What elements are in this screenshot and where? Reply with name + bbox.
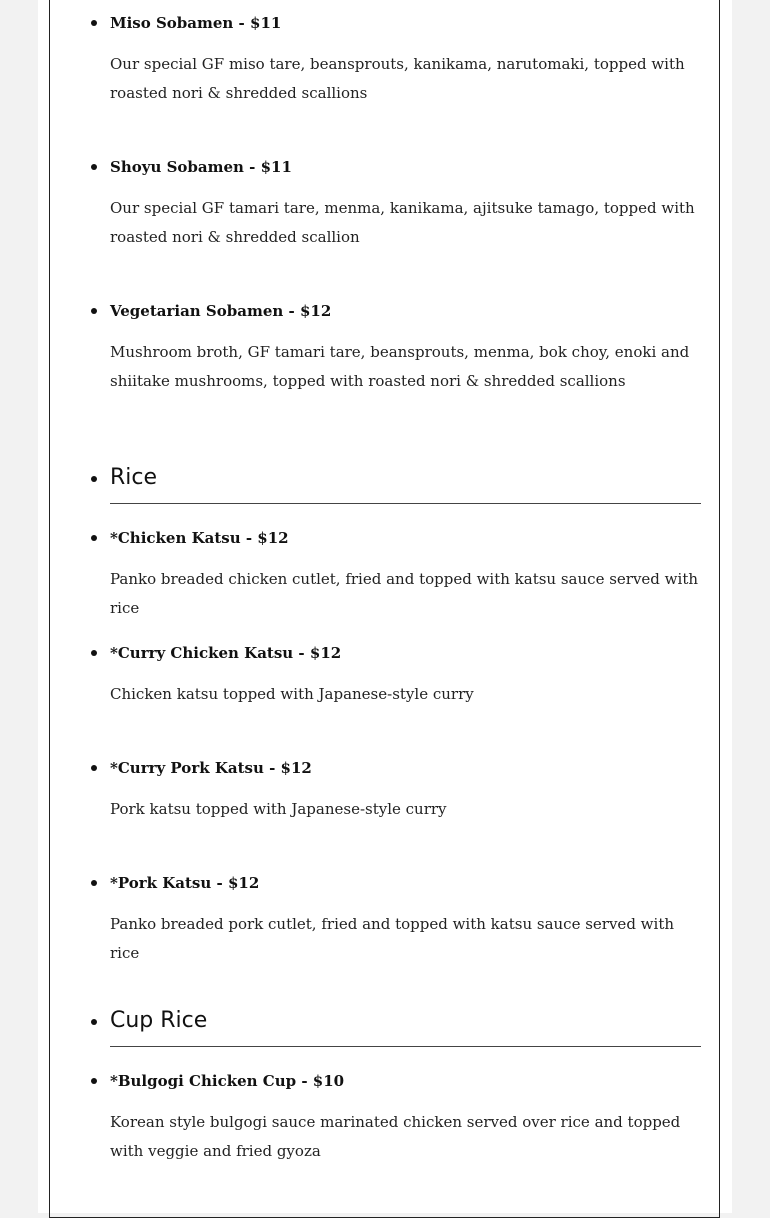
menu-item-description: Our special GF miso tare, beansprouts, kanikama, narutomaki, topped with roasted nori & shredded scallions	[110, 55, 685, 102]
menu-item-description: Panko breaded chicken cutlet, fried and topped with katsu sauce served with rice	[110, 570, 699, 617]
menu-item-title: Miso Sobamen - $11	[110, 13, 701, 33]
menu-item-title: *Curry Chicken Katsu - $12	[110, 643, 701, 663]
menu-item-description: Mushroom broth, GF tamari tare, beansprouts, menma, bok choy, enoki and shiitake mushrooms, topped with roasted nori & shredded scallions	[110, 343, 690, 390]
menu-item-description: Chicken katsu topped with Japanese-style curry	[110, 685, 474, 703]
section-heading-rice: Rice	[110, 463, 701, 504]
menu-item-description: Our special GF tamari tare, menma, kanikama, ajitsuke tamago, topped with roasted nori & shredded scallion	[110, 199, 695, 246]
menu-item-title: *Bulgogi Chicken Cup - $10	[110, 1071, 701, 1091]
menu-page	[38, 0, 732, 1213]
menu-item-description: Pork katsu topped with Japanese-style curry	[110, 800, 447, 818]
menu-item-title: *Chicken Katsu - $12	[110, 528, 701, 548]
menu-item-title: *Pork Katsu - $12	[110, 873, 701, 893]
menu-item-title: *Curry Pork Katsu - $12	[110, 758, 701, 778]
menu-item-title: Vegetarian Sobamen - $12	[110, 301, 701, 321]
menu-item-description: Korean style bulgogi sauce marinated chicken served over rice and topped with veggie and fried gyoza	[110, 1113, 681, 1160]
menu-item-description: Panko breaded pork cutlet, fried and topped with katsu sauce served with rice	[110, 915, 675, 962]
section-heading-cup-rice: Cup Rice	[110, 1006, 701, 1047]
menu-item-title: Shoyu Sobamen - $11	[110, 157, 701, 177]
